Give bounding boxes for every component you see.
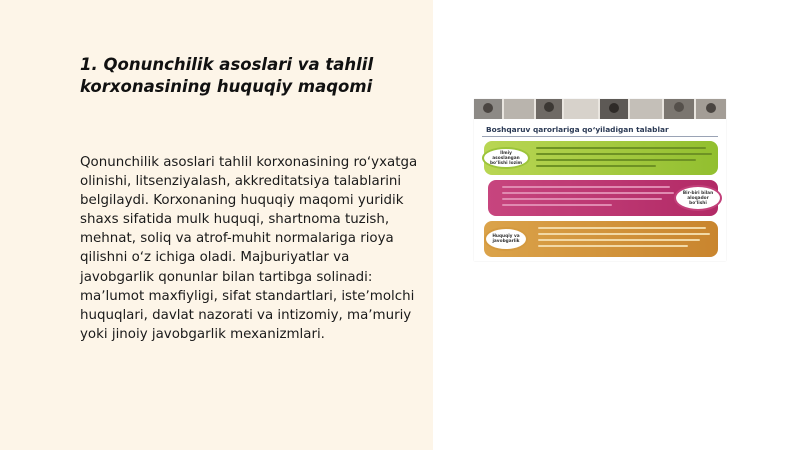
slide-title: 1. Qonunchilik asoslari va tahlil korxonasining huquqiy maqomi [80,55,374,96]
text-line [502,198,662,200]
text-line [502,192,674,194]
heading-divider [482,136,718,137]
text-line [538,227,706,229]
oval-label-legal: Huquqiy va javobgarlik [484,227,528,251]
oval-label-scientific: Ilmiy asoslangan bo‘lishi lozim [482,147,530,169]
requirements-diagram-image [474,99,726,261]
text-line [502,186,670,188]
diagram-heading: Boshqaruv qarorlariga qo‘yiladigan talablar [486,125,669,134]
slide-body-text: Qonunchilik asoslari tahlil korxonasining roʻyxatga olinishi, litsenziyalash, akkreditatsiya talablarini belgilaydi. Korxonaning huquqiy maqomi yuridik shaxs sifatida mulk huquqi, shartnoma tuzish, mehnat, soliq va atrof-muhit normalariga rioya qilishni oʻz ichiga oladi. Majburiyatlar va javobgarlik qonunlar bilan tartibga solinadi: maʼlumot maxfiyligi, sifat standartlari, isteʼmolchi huquqlari, davlat nazorati va intizomiy, maʼmuriy yoki jinoiy javobgarlik mexanizmlari. [80,155,418,342]
text-line [536,165,656,167]
text-line [536,159,696,161]
text-line [538,239,700,241]
photo-strip [474,99,726,119]
oval-label-related: Bir-biri bilan aloqador bo‘lishi [674,185,722,211]
text-line [536,153,712,155]
text-line [502,204,612,206]
text-line [536,147,706,149]
text-line [538,245,688,247]
text-line [538,233,710,235]
